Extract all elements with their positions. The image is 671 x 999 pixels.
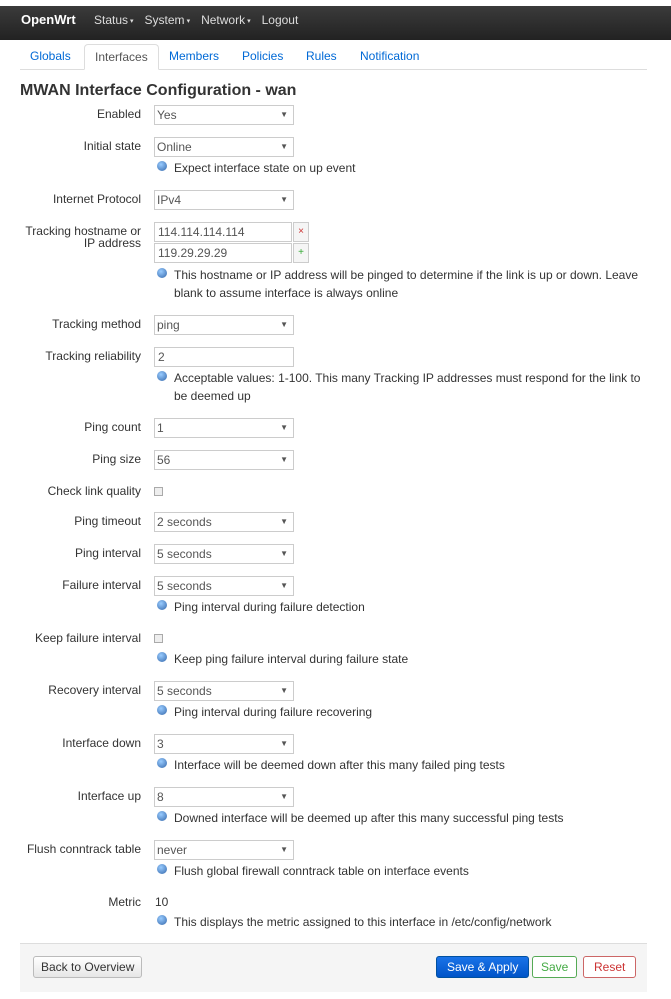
tab-bar	[20, 44, 647, 70]
info-icon	[157, 864, 167, 874]
dropdown-arrow-icon: ▼	[280, 845, 288, 854]
caret-down-icon: ▾	[130, 17, 134, 25]
ping-interval-select[interactable]: 5 seconds ▼	[154, 544, 294, 564]
interface-down-label: Interface down	[62, 736, 141, 750]
dropdown-arrow-icon: ▼	[280, 581, 288, 590]
metric-value: 10	[155, 895, 169, 909]
info-icon	[157, 915, 167, 925]
keep-failure-interval-checkbox[interactable]	[154, 634, 163, 643]
menu-system[interactable]: System ▾	[144, 13, 191, 27]
tab-interfaces[interactable]: Interfaces	[84, 44, 159, 70]
info-icon	[157, 268, 167, 278]
info-icon	[157, 371, 167, 381]
metric-help: This displays the metric assigned to this interface in /etc/config/network	[157, 913, 647, 931]
tracking-reliability-input[interactable]: 2	[154, 347, 294, 367]
tracking-method-label: Tracking method	[52, 317, 141, 331]
tab-members[interactable]: Members	[169, 49, 220, 63]
metric-label: Metric	[108, 895, 141, 909]
add-ip-button[interactable]: +	[293, 243, 309, 263]
failure-interval-label: Failure interval	[62, 578, 141, 592]
interface-down-select[interactable]: 3 ▼	[154, 734, 294, 754]
interface-up-select[interactable]: 8 ▼	[154, 787, 294, 807]
tracking-ip-input-1[interactable]: 114.114.114.114	[154, 222, 292, 242]
keep-failure-interval-help: Keep ping failure interval during failure state	[157, 650, 647, 668]
tracking-ip-input-2[interactable]: 119.29.29.29	[154, 243, 292, 263]
dropdown-arrow-icon: ▼	[280, 686, 288, 695]
save-apply-button[interactable]: Save & Apply	[436, 956, 529, 978]
internet-protocol-label: Internet Protocol	[52, 192, 141, 206]
info-icon	[157, 758, 167, 768]
failure-interval-select[interactable]: 5 seconds ▼	[154, 576, 294, 596]
ping-size-label: Ping size	[92, 452, 141, 466]
interface-down-help: Interface will be deemed down after this many failed ping tests	[157, 756, 647, 774]
ping-size-select[interactable]: 56 ▼	[154, 450, 294, 470]
form-actions	[20, 943, 647, 992]
ping-count-label: Ping count	[84, 420, 141, 434]
tracking-ip-help: This hostname or IP address will be pinged to determine if the link is up or down. Leave blank to assume interface is always online	[157, 266, 647, 302]
flush-conntrack-label: Flush conntrack table	[26, 842, 141, 856]
caret-down-icon: ▾	[247, 17, 251, 25]
tab-policies[interactable]: Policies	[242, 49, 284, 63]
info-icon	[157, 652, 167, 662]
dropdown-arrow-icon: ▼	[280, 517, 288, 526]
interface-up-help: Downed interface will be deemed up after this many successful ping tests	[157, 809, 647, 827]
remove-ip-button[interactable]: ×	[293, 222, 309, 242]
ping-interval-label: Ping interval	[74, 546, 141, 560]
enabled-select[interactable]: Yes ▼	[154, 105, 294, 125]
failure-interval-help: Ping interval during failure detection	[157, 598, 647, 616]
top-navbar	[0, 0, 671, 40]
save-button[interactable]: Save	[532, 956, 577, 978]
ping-count-select[interactable]: 1 ▼	[154, 418, 294, 438]
dropdown-arrow-icon: ▼	[280, 110, 288, 119]
flush-conntrack-select[interactable]: never ▼	[154, 840, 294, 860]
dropdown-arrow-icon: ▼	[280, 142, 288, 151]
initial-state-label: Initial state	[83, 139, 141, 153]
caret-down-icon: ▾	[186, 17, 191, 25]
menu-network[interactable]: Network ▾	[201, 13, 251, 27]
dropdown-arrow-icon: ▼	[280, 792, 288, 801]
back-to-overview-button[interactable]: Back to Overview	[33, 956, 142, 978]
enabled-label: Enabled	[96, 107, 141, 121]
check-link-quality-checkbox[interactable]	[154, 487, 163, 496]
info-icon	[157, 600, 167, 610]
reset-button[interactable]: Reset	[583, 956, 636, 978]
tracking-reliability-help: Acceptable values: 1-100. This many Tracking IP addresses must respond for the link to be deemed up	[157, 369, 647, 405]
tracking-ip-label: Tracking hostname or IP address	[25, 224, 141, 250]
recovery-interval-label: Recovery interval	[48, 683, 141, 697]
brand-logo[interactable]: OpenWrt	[21, 12, 76, 27]
menu-logout[interactable]: Logout	[261, 13, 299, 27]
page-title: MWAN Interface Configuration - wan	[20, 82, 297, 99]
check-link-quality-label: Check link quality	[47, 484, 141, 498]
ping-timeout-label: Ping timeout	[74, 514, 141, 528]
tab-notification[interactable]: Notification	[360, 49, 420, 63]
info-icon	[157, 161, 167, 171]
recovery-interval-help: Ping interval during failure recovering	[157, 703, 647, 721]
dropdown-arrow-icon: ▼	[280, 320, 288, 329]
menu-status[interactable]: Status ▾	[94, 13, 134, 27]
tab-globals[interactable]: Globals	[30, 49, 71, 63]
tab-rules[interactable]: Rules	[306, 49, 337, 63]
tracking-method-select[interactable]: ping ▼	[154, 315, 294, 335]
dropdown-arrow-icon: ▼	[280, 195, 288, 204]
info-icon	[157, 705, 167, 715]
internet-protocol-select[interactable]: IPv4 ▼	[154, 190, 294, 210]
dropdown-arrow-icon: ▼	[280, 739, 288, 748]
initial-state-select[interactable]: Online ▼	[154, 137, 294, 157]
flush-conntrack-help: Flush global firewall conntrack table on interface events	[157, 862, 647, 880]
interface-up-label: Interface up	[77, 789, 141, 803]
dropdown-arrow-icon: ▼	[280, 423, 288, 432]
initial-state-help: Expect interface state on up event	[157, 159, 647, 177]
dropdown-arrow-icon: ▼	[280, 549, 288, 558]
ping-timeout-select[interactable]: 2 seconds ▼	[154, 512, 294, 532]
main-menu	[94, 13, 309, 27]
dropdown-arrow-icon: ▼	[280, 455, 288, 464]
keep-failure-interval-label: Keep failure interval	[34, 631, 141, 645]
recovery-interval-select[interactable]: 5 seconds ▼	[154, 681, 294, 701]
tracking-reliability-label: Tracking reliability	[45, 349, 141, 363]
info-icon	[157, 811, 167, 821]
